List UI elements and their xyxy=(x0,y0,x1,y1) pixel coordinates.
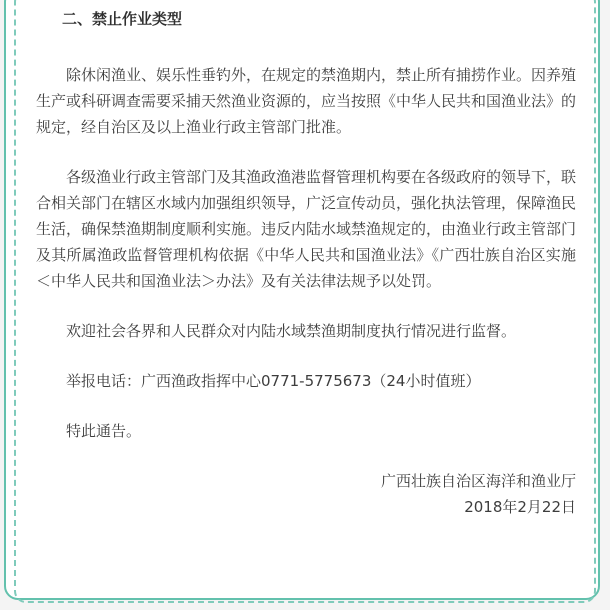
paragraph-enforcement: 各级渔业行政主管部门及其渔政渔港监督管理机构要在各级政府的领导下，联合相关部门在辖区水域内加强组织领导，广泛宣传动员，强化执法管理，保障渔民生活，确保禁渔期制度顺利实施。违反内陆水域禁渔规定的，由渔业行政主管部门及其所属渔政监督管理机构依据《中华人民共和国渔业法》《广西壮族自治区实施＜中华人民共和国渔业法＞办法》及有关法律法规予以处罚。 xyxy=(36,168,577,290)
paragraph-prohibited-operations: 除休闲渔业、娱乐性垂钓外，在规定的禁渔期内，禁止所有捕捞作业。因养殖生产或科研调查需要采捕天然渔业资源的，应当按照《中华人民共和国渔业法》的规定，经自治区及以上渔业行政主管部门批准。 xyxy=(36,66,577,136)
issuer-name: 广西壮族自治区海洋和渔业厅 xyxy=(380,472,576,490)
section-heading: 二、禁止作业类型 xyxy=(62,10,183,28)
paragraph-supervision: 欢迎社会各界和人民群众对内陆水域禁渔期制度执行情况进行监督。 xyxy=(66,322,517,340)
paragraph-closing: 特此通告。 xyxy=(66,422,142,440)
issue-date: 2018年2月22日 xyxy=(464,498,576,516)
paragraph-hotline: 举报电话：广西渔政指挥中心0771-5775673（24小时值班） xyxy=(66,372,481,390)
notice-body xyxy=(36,6,576,520)
